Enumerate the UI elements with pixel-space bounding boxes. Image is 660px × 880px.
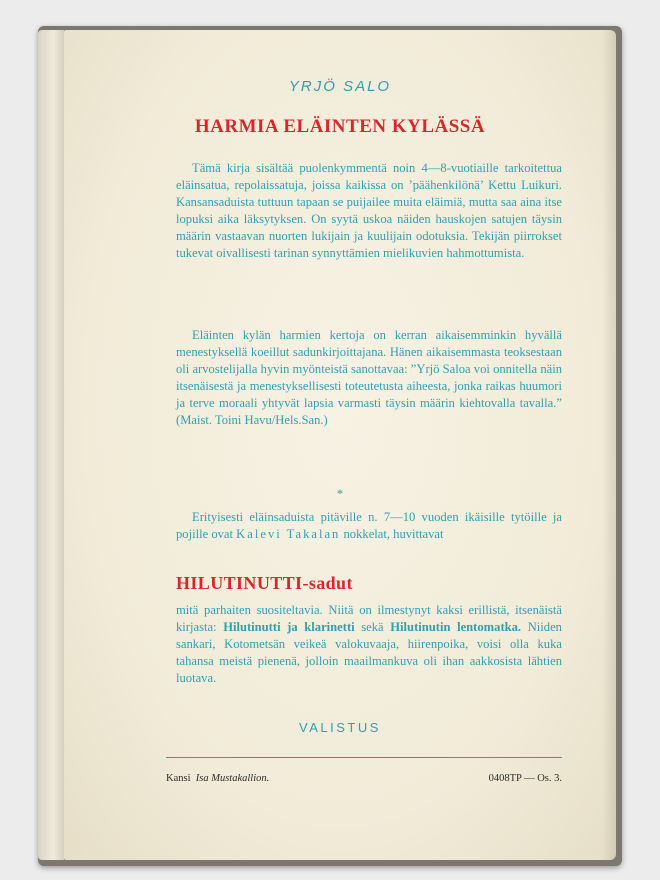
recommendation-paragraph <box>176 509 562 543</box>
print-code: 0408TP — Os. 3. <box>488 773 562 784</box>
recommendation-intro: Erityisesti eläinsaduista pitäville n. 7—10 vuoden ikäisille tytöille ja pojille ovat <box>176 510 562 542</box>
footer-divider <box>166 757 562 758</box>
publisher-name: VALISTUS <box>299 720 381 735</box>
cover-wear-shadow <box>602 30 616 860</box>
series-book-1: Hilutinutti ja klarinetti <box>223 620 355 635</box>
section-separator: * <box>336 486 344 501</box>
recommendation-outro: nokkelat, huvittavat <box>343 527 444 542</box>
series-text-a: mitä parhaiten suositeltavia. Niitä on ilmestynyt kaksi erillistä, itsenäistä kirjasta: <box>176 603 562 635</box>
cover-credit <box>166 773 269 784</box>
book-back-cover <box>38 26 622 866</box>
recommended-author: Kalevi Takalan <box>236 527 341 542</box>
review-paragraph: Eläinten kylän harmien kertoja on kerran aikaisemminkin hyvällä menestyksellä koeillut sadunkirjoittajana. Hänen aikaisemmasta teoksestaan oli arvostelijalla hyvin myönteistä sanottavaa: ”Yrjö Saloa voi onnitella näin itsenäisestä ja menestyksellisesti toteutetusta aiheesta, jonka raikas huumori ja terve moraali yhtyvät lapsia varmasti täysin määrin kiehtovalla tavalla.” (Maist. Toini Havu/Hels.San.) <box>176 328 562 428</box>
series-text-c: Niiden sankari, Kotometsän veikeä valokuvaaja, hiirenpoika, voisi olla kuka tahansa meistä pienenä, jolloin maailmankuva oli ihan aakkosista lähtien luotava. <box>176 620 562 686</box>
series-title-main: HILUTINUTTI <box>176 573 303 593</box>
cover-label: Kansi <box>166 773 191 784</box>
series-book-2: Hilutinutin lentomatka. <box>390 620 522 635</box>
series-paragraph <box>176 602 562 687</box>
series-title <box>176 573 353 594</box>
description-paragraph-1: Tämä kirja sisältää puolenkymmentä noin 4—8-vuotiaille tarkoitettua eläinsatua, repolaissatuja, joissa kaikissa on ’päähenkilönä’ Kettu Luikuri. Kansansaduista tuttuun tapaan se puijailee muita eläimiä, mutta saa aina itse lopuksi aika läksytyksen. On syytä uskoa näiden hauskojen satujen täysin määrin vastaavan nuorten lukijain ja kuulijain odotuksia. Tekijän piirrokset tukevat oivallisesti tarinan synnyttämien mielikuvien hahmottumista. <box>176 161 562 261</box>
cover-artist: Isa Mustakallion. <box>195 773 270 784</box>
series-title-suffix: -sadut <box>302 573 353 593</box>
book-title: HARMIA ELÄINTEN KYLÄSSÄ <box>194 116 486 137</box>
book-spine-edge <box>38 30 64 860</box>
author-name: YRJÖ SALO <box>288 78 392 95</box>
series-text-b: sekä <box>361 620 384 635</box>
cover-page <box>64 30 616 860</box>
